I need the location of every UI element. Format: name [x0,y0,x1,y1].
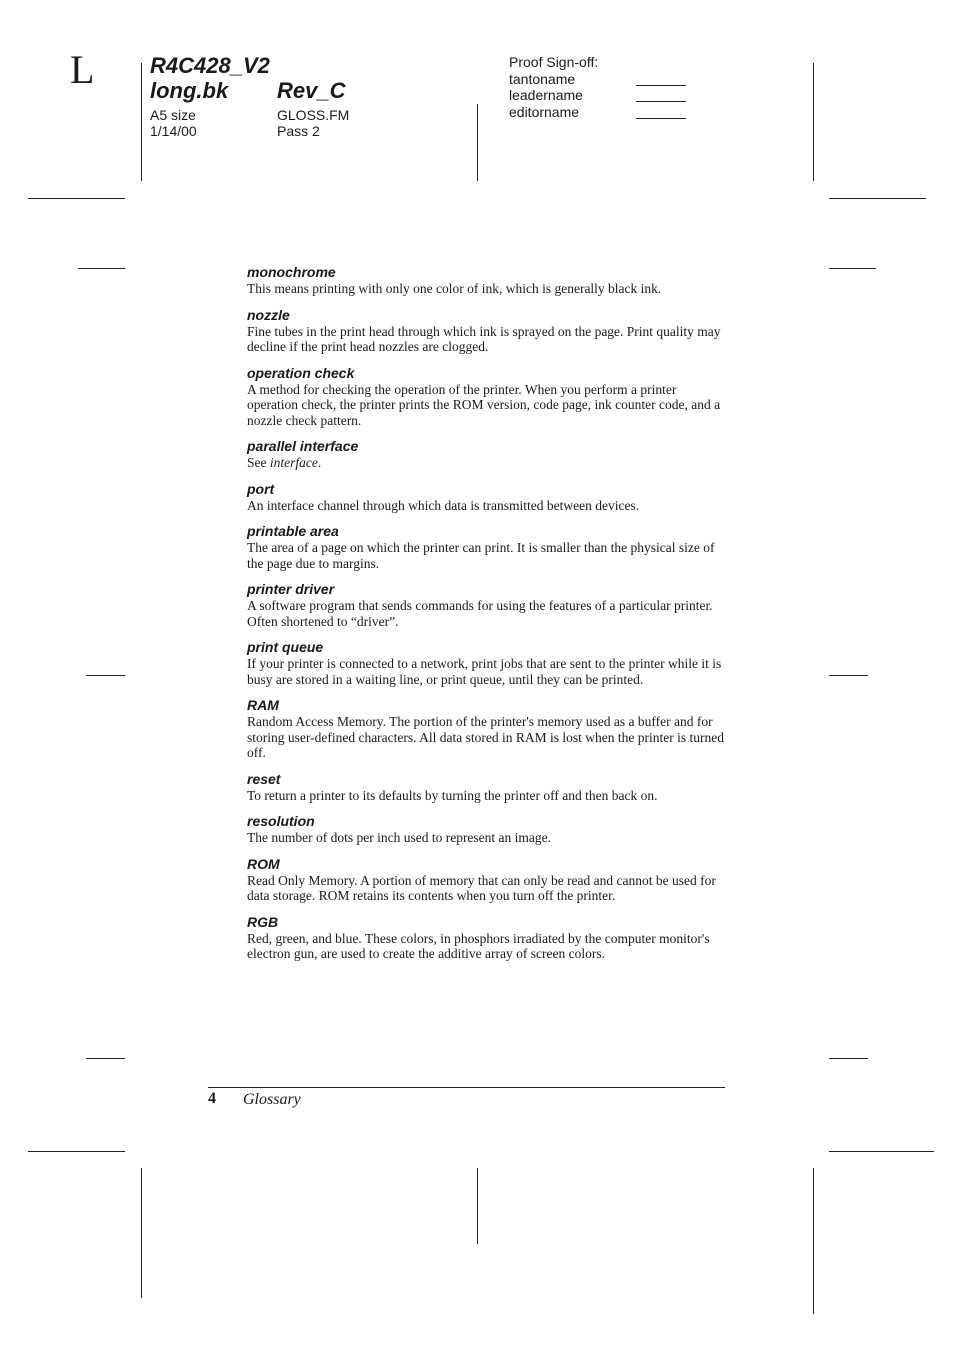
crop-mark [477,104,478,181]
glossary-entry [247,523,725,571]
glossary-definition: A software program that sends commands for using the features of a particular printer. Often shortened to “driver”. [247,598,713,629]
glossary-term: RGB [247,913,279,930]
glossary-definition: Random Access Memory. The portion of the printer's memory used as a buffer and for storing user-defined characters. All data stored in RAM is lost when the printer is turned off. [247,714,724,760]
glossary-definition: This means printing with only one color of ink, which is generally black ink. [247,281,662,296]
revision: Rev_C [277,78,346,103]
glossary-term: print queue [247,639,324,655]
crop-mark [829,268,876,269]
glossary-list [247,264,725,972]
glossary-term: parallel interface [247,438,359,454]
glossary-entry [247,856,725,904]
glossary-entry [247,639,725,687]
glossary-definition: To return a printer to its defaults by turning the printer off and then back on. [247,787,658,803]
crop-mark [86,1058,125,1059]
glossary-term: monochrome [247,264,336,280]
glossary-entry [247,438,725,471]
page-number: 4 [208,1090,216,1107]
glossary-definition: Read Only Memory. A portion of memory that can only be read and cannot be used for data storage. ROM retains its contents when you turn off the printer. [247,872,716,903]
footer-rule [208,1087,725,1088]
see-label: See [247,455,267,470]
proof-signoff [509,54,709,124]
glossary-definition: The area of a page on which the printer can print. It is smaller than the physical size of the page due to margins. [247,540,715,571]
glossary-entry [247,365,725,429]
glossary-entry [247,813,725,846]
glossary-term: RAM [247,697,279,713]
crop-mark [813,63,814,181]
crop-mark [829,1058,868,1059]
glossary-entry [247,264,725,297]
glossary-definition: Red, green, and blue. These colors, in phosphors irradiated by the computer monitor's electron gun, are used to create the additive array of screen colors. [247,930,710,961]
proof-title: Proof Sign-off: [509,54,599,70]
glossary-definition: If your printer is connected to a network, print jobs that are sent to the printer while it is busy are stored in a waiting line, or print queue, until they can be printed. [247,656,722,687]
glossary-term: nozzle [247,306,290,323]
crop-mark [28,198,125,199]
glossary-entry [247,481,725,514]
glossary-term: port [247,480,275,497]
glossary-entry [247,697,725,761]
doc-id: R4C428_V2 [150,53,270,78]
crop-mark [477,1168,478,1244]
glossary-entry [247,307,725,355]
glossary-definition: Fine tubes in the print head through which ink is sprayed on the page. Print quality may decline if the print head nozzles are clogged. [247,323,721,354]
glossary-term: resolution [247,813,315,829]
glossary-entry [247,771,725,804]
glossary-definition: See interface. [247,455,322,470]
glossary-definition: The number of dots per inch used to represent an image. [247,830,552,845]
crop-mark [141,63,142,181]
book-name: long.bk [150,78,229,103]
page-size: A5 size [150,107,196,123]
crop-mark [829,198,926,199]
glossary-term: printable area [247,523,339,539]
doc-date: 1/14/00 [150,123,197,139]
glossary-term: printer driver [247,581,335,597]
file-name: GLOSS.FM [277,107,350,123]
glossary-term: reset [247,770,281,787]
signature-line [636,118,686,119]
glossary-term: ROM [247,855,280,872]
crop-mark [141,1168,142,1298]
pass-number: Pass 2 [277,123,320,139]
signature-line [636,85,686,86]
glossary-entry [247,914,725,962]
proof-name-editor: editorname [509,103,580,120]
crop-mark [813,1168,814,1314]
glossary-definition: An interface channel through which data is transmitted between devices. [247,497,640,513]
glossary-entry [247,581,725,629]
signature-line [636,101,686,102]
glossary-definition: A method for checking the operation of the printer. When you perform a printer operation check, the printer prints the ROM version, code page, ink counter code, and a nozzle check pattern. [247,381,721,428]
crop-mark [829,1151,934,1152]
crop-mark [78,268,125,269]
proof-name-leader: leadername [509,87,583,103]
crop-mark [28,1151,125,1152]
section-title: Glossary [243,1091,301,1108]
cross-reference-link[interactable]: interface [269,455,318,470]
proof-name-tanto: tantoname [509,70,576,87]
crop-mark [829,675,868,676]
corner-letter: L [70,47,95,92]
crop-mark [86,675,125,676]
glossary-term: operation check [247,364,355,381]
